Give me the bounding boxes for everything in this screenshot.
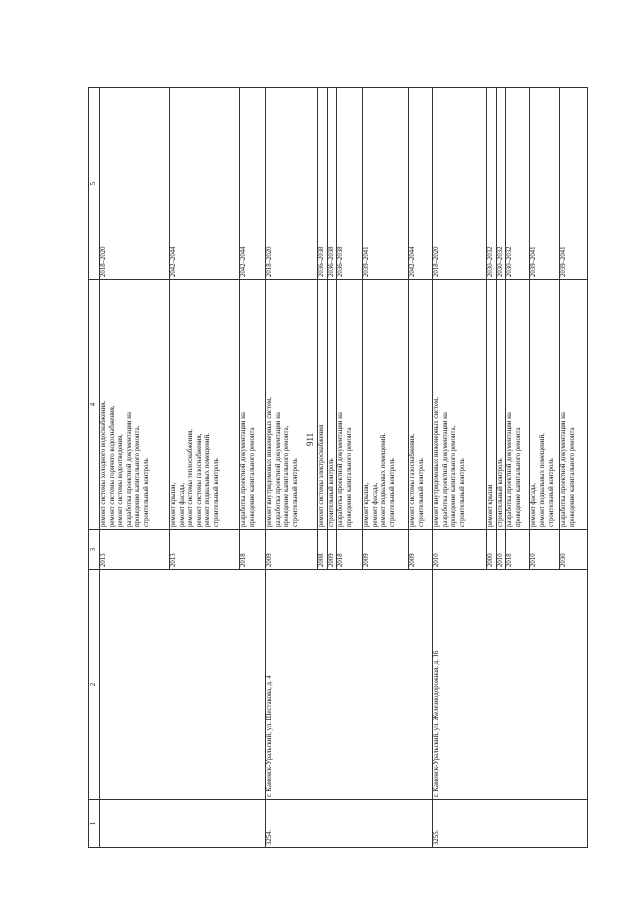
- header-cell-2: 2: [89, 570, 100, 800]
- work-description: ремонт крыши, ремонт фасада, ремонт системы теплоснабжения, ремонт системы газоснабжения, ремонт подвальных помещений, строительный контроль: [170, 280, 240, 530]
- work-description: разработка проектной документации на проведение капитального ремонта: [560, 280, 588, 530]
- header-row: [89, 88, 100, 848]
- header-cell-4: 4: [89, 280, 100, 530]
- row-number: 3255.: [433, 800, 588, 848]
- period-cell: 2030–2032: [487, 88, 497, 280]
- period-cell: 2030–2032: [496, 88, 506, 280]
- header-cell-5: 5: [89, 88, 100, 280]
- period-cell: 2039–2041: [363, 88, 409, 280]
- period-cell: 2030–2032: [506, 88, 530, 280]
- year-cell: 2009: [266, 530, 318, 570]
- period-cell: 2036–2038: [327, 88, 337, 280]
- work-description: ремонт крыши, ремонт фасада, ремонт подвальных помещений, строительный контроль: [363, 280, 409, 530]
- table-row: [266, 88, 318, 848]
- year-cell: 2008: [318, 530, 328, 570]
- work-description: разработка проектной документации на проведение капитального ремонта: [240, 280, 266, 530]
- period-cell: 2018–2020: [433, 88, 487, 280]
- period-cell: 2042–2044: [240, 88, 266, 280]
- page-number: 911: [305, 432, 315, 446]
- year-cell: 2009: [327, 530, 337, 570]
- repair-schedule-table: [88, 87, 588, 848]
- work-description: ремонт системы газоснабжения, строительный контроль: [409, 280, 433, 530]
- period-cell: 2039–2041: [560, 88, 588, 280]
- work-description: ремонт системы холодного водоснабжения, ремонт системы горячего водоснабжения, ремонт системы водоотведения, разработка проектной документации на проведение капитального ремонта, строительный контроль: [100, 280, 170, 530]
- year-cell: 2009: [363, 530, 409, 570]
- work-description: ремонт системы электроснабжения: [318, 280, 328, 530]
- table-row: [100, 88, 170, 848]
- table-row: [433, 88, 487, 848]
- period-cell: 2042–2044: [170, 88, 240, 280]
- header-cell-1: 1: [89, 800, 100, 848]
- year-cell: 2018: [240, 530, 266, 570]
- work-description: строительный контроль: [496, 280, 506, 530]
- header-cell-3: 3: [89, 530, 100, 570]
- year-cell: 2010: [530, 530, 560, 570]
- address: [100, 570, 266, 800]
- period-cell: 2018–2020: [266, 88, 318, 280]
- year-cell: 2009: [409, 530, 433, 570]
- work-description: ремонт крыши: [487, 280, 497, 530]
- year-cell: 2030: [560, 530, 588, 570]
- year-cell: 2010: [496, 530, 506, 570]
- year-cell: 2013: [100, 530, 170, 570]
- period-cell: 2018–2020: [100, 88, 170, 280]
- period-cell: 2042–2044: [409, 88, 433, 280]
- year-cell: 2000: [487, 530, 497, 570]
- work-description: строительный контроль: [327, 280, 337, 530]
- year-cell: 2010: [433, 530, 487, 570]
- period-cell: 2036–2038: [318, 88, 328, 280]
- year-cell: 2013: [170, 530, 240, 570]
- period-cell: 2039–2041: [530, 88, 560, 280]
- work-description: ремонт внутридомовых инженерных систем, разработка проектной документации на проведение капитального ремонта, строительный контроль: [433, 280, 487, 530]
- row-number: 3254.: [266, 800, 433, 848]
- year-cell: 2018: [337, 530, 363, 570]
- work-description: разработка проектной документации на проведение капитального ремонта: [337, 280, 363, 530]
- work-description: ремонт внутридомовых инженерных систем, разработка проектной документации на проведение капитального ремонта, строительный контроль: [266, 280, 318, 530]
- address: г. Каменск-Уральский, ул. Шестакова, д. 4: [266, 570, 433, 800]
- work-description: ремонт фасада, ремонт подвальных помещений, строительный контроль: [530, 280, 560, 530]
- rotated-table-container: [88, 88, 587, 848]
- work-description: разработка проектной документации на проведение капитального ремонта: [506, 280, 530, 530]
- period-cell: 2036–2038: [337, 88, 363, 280]
- row-number: [100, 800, 266, 848]
- year-cell: 2018: [506, 530, 530, 570]
- address: г. Каменск-Уральский, ул. Железнодорожная, д. 16: [433, 570, 588, 800]
